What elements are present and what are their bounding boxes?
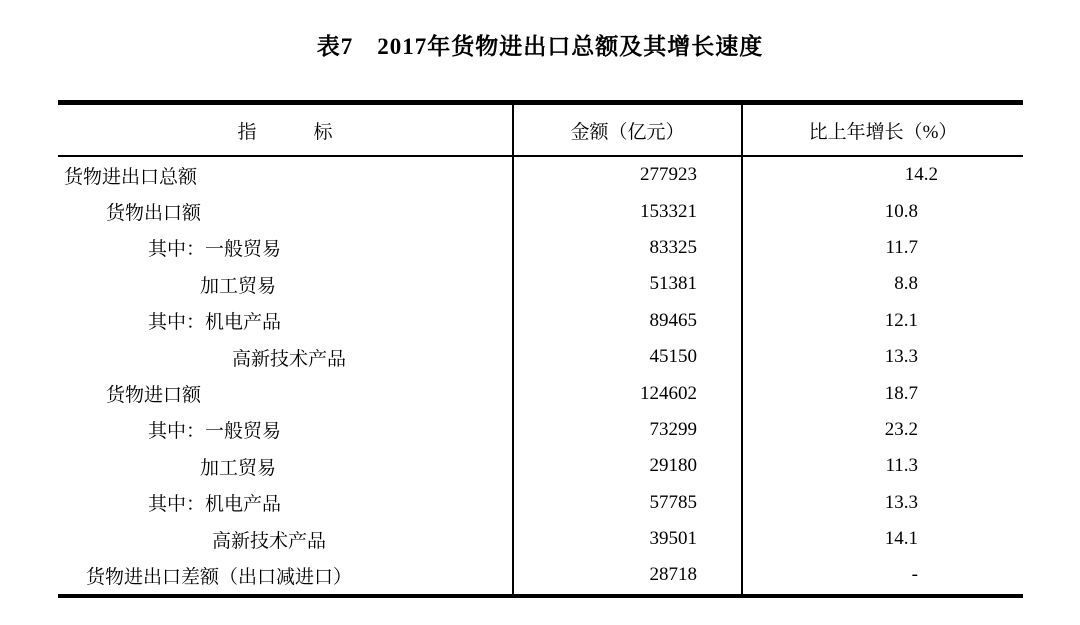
indicator-cell: 货物出口额: [58, 193, 514, 229]
amount-cell: 73299: [514, 412, 743, 448]
table-row: [58, 521, 1023, 557]
table-row: [58, 266, 1023, 302]
amount-cell: 277923: [514, 157, 743, 193]
growth-cell: 23.2: [884, 418, 918, 440]
column-header-indicator: 指 标: [58, 105, 514, 155]
table-row: [58, 375, 1023, 411]
table-row: [58, 485, 1023, 521]
amount-cell: 83325: [514, 230, 743, 266]
amount-cell: 39501: [514, 521, 743, 557]
table-row: [58, 303, 1023, 339]
table-title: 表7 2017年货物进出口总额及其增长速度: [316, 34, 764, 59]
growth-cell: 14.2: [904, 164, 938, 186]
table-row: [58, 448, 1023, 484]
amount-cell: 29180: [514, 448, 743, 484]
growth-cell: 14.1: [884, 528, 918, 550]
indicator-cell: 高新技术产品: [58, 521, 514, 557]
amount-cell: 153321: [514, 193, 743, 229]
indicator-cell: 其中：机电产品: [58, 303, 514, 339]
amount-cell: 57785: [514, 485, 743, 521]
table-row: [58, 193, 1023, 229]
amount-cell: 45150: [514, 339, 743, 375]
table-body: [58, 157, 1023, 594]
import-export-table: [58, 100, 1023, 598]
table-row: [58, 412, 1023, 448]
indicator-cell: 加工贸易: [58, 448, 514, 484]
indicator-cell: 其中：一般贸易: [58, 412, 514, 448]
table-row: [58, 157, 1023, 193]
growth-cell: 8.8: [894, 273, 918, 295]
table-row: [58, 339, 1023, 375]
indicator-cell: 其中：机电产品: [58, 485, 514, 521]
growth-cell: 10.8: [884, 200, 918, 222]
indicator-cell: 货物进口额: [58, 375, 514, 411]
indicator-cell: 加工贸易: [58, 266, 514, 302]
amount-cell: 51381: [514, 266, 743, 302]
column-header-growth: 比上年增长（%）: [808, 121, 958, 143]
growth-cell: 18.7: [884, 382, 918, 404]
growth-cell: -: [911, 564, 918, 586]
growth-cell: 11.7: [885, 236, 918, 258]
table-row: [58, 557, 1023, 593]
growth-cell: 13.3: [884, 491, 918, 513]
indicator-cell: 高新技术产品: [58, 339, 514, 375]
indicator-cell: 其中：一般贸易: [58, 230, 514, 266]
indicator-cell: 货物进出口差额（出口减进口）: [58, 557, 514, 593]
indicator-cell: 货物进出口总额: [58, 157, 514, 193]
table-row: [58, 230, 1023, 266]
amount-cell: 124602: [514, 375, 743, 411]
table-header-row: [58, 105, 1023, 157]
growth-cell: 13.3: [884, 346, 918, 368]
amount-cell: 28718: [514, 557, 743, 593]
column-header-amount: 金额（亿元）: [514, 105, 743, 155]
growth-cell: 12.1: [884, 309, 918, 331]
amount-cell: 89465: [514, 303, 743, 339]
growth-cell: 11.3: [885, 455, 918, 477]
